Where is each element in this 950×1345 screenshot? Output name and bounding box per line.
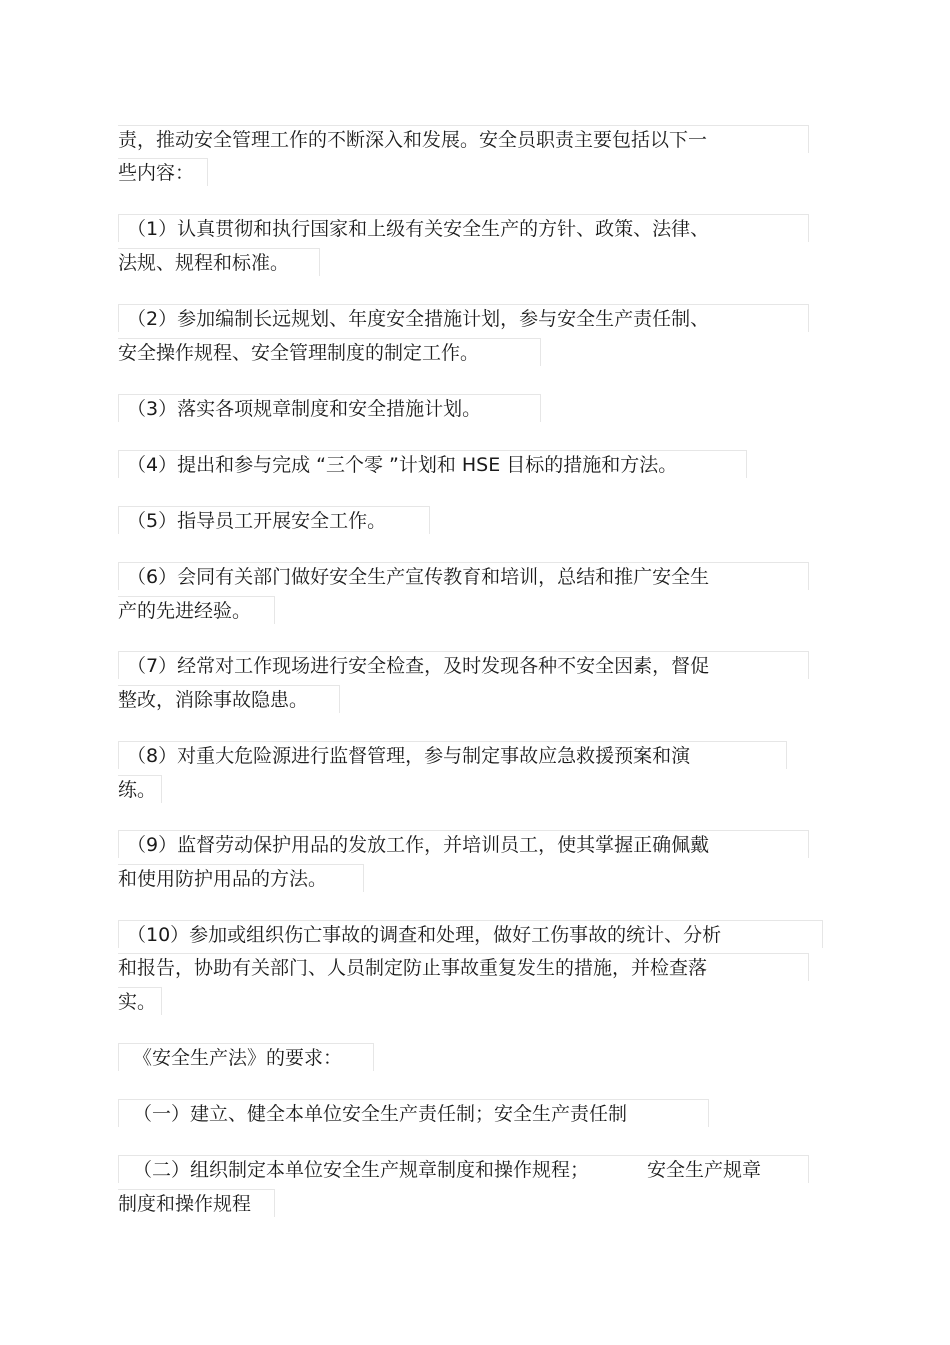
duty-item-1-line-2: 法规、规程和标准。 xyxy=(118,248,320,276)
law-requirement-2-text-a: （二）组织制定本单位安全生产规章制度和操作规程； xyxy=(133,1159,590,1181)
law-requirement-2-text-b: 安全生产规章 xyxy=(647,1159,762,1181)
duty-item-4-line-1: （4）提出和参与完成 “三个零 ”计划和 HSE 目标的措施和方法。 xyxy=(118,450,747,478)
duty-item-6-line-2: 产的先进经验。 xyxy=(118,596,275,624)
duty-item-10-line-2: 和报告，协助有关部门、人员制定防止事故重复发生的措施，并检查落 xyxy=(118,953,809,981)
duty-item-9-line-1: （9）监督劳动保护用品的发放工作，并培训员工，使其掌握正确佩戴 xyxy=(118,830,809,858)
intro-line-1: 责，推动安全管理工作的不断深入和发展。安全员职责主要包括以下一 xyxy=(118,125,809,153)
law-heading: 《安全生产法》的要求： xyxy=(118,1043,374,1071)
duty-item-8-line-2: 练。 xyxy=(118,775,162,803)
duty-item-10-line-1: （10）参加或组织伤亡事故的调查和处理，做好工伤事故的统计、分析 xyxy=(118,920,823,948)
duty-item-2-line-1: （2）参加编制长远规划、年度安全措施计划，参与安全生产责任制、 xyxy=(118,304,809,332)
duty-item-2-line-2: 安全操作规程、安全管理制度的制定工作。 xyxy=(118,338,541,366)
duty-item-8-line-1: （8）对重大危险源进行监督管理，参与制定事故应急救援预案和演 xyxy=(118,741,787,769)
duty-item-9-line-2: 和使用防护用品的方法。 xyxy=(118,864,364,892)
intro-line-2: 些内容： xyxy=(118,158,208,186)
law-requirement-2-line-2: 制度和操作规程 xyxy=(118,1189,275,1217)
duty-item-3-line-1: （3）落实各项规章制度和安全措施计划。 xyxy=(118,394,541,422)
duty-item-5-line-1: （5）指导员工开展安全工作。 xyxy=(118,506,430,534)
duty-item-1-line-1: （1）认真贯彻和执行国家和上级有关安全生产的方针、政策、法律、 xyxy=(118,214,809,242)
law-requirement-1: （一）建立、健全本单位安全生产责任制；安全生产责任制 xyxy=(118,1099,709,1127)
duty-item-10-line-3: 实。 xyxy=(118,987,162,1015)
duty-item-7-line-1: （7）经常对工作现场进行安全检查，及时发现各种不安全因素，督促 xyxy=(118,651,809,679)
duty-item-7-line-2: 整改，消除事故隐患。 xyxy=(118,685,340,713)
law-requirement-2-line-1 xyxy=(118,1155,809,1183)
duty-item-6-line-1: （6）会同有关部门做好安全生产宣传教育和培训，总结和推广安全生 xyxy=(118,562,809,590)
